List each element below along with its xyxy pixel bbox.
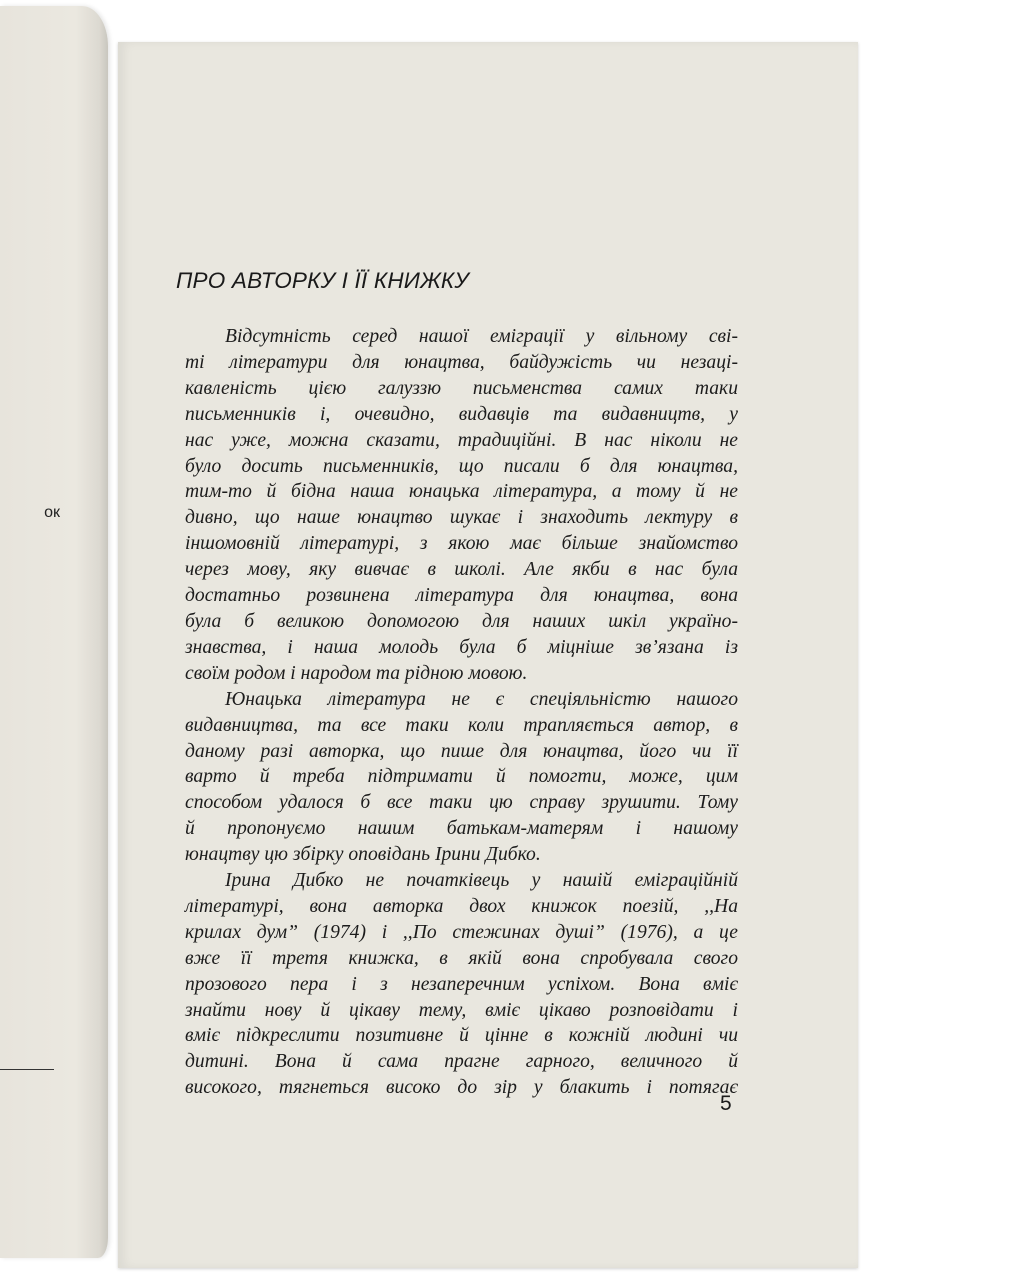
body-text: [185, 324, 738, 1101]
text-line: Відсутність серед нашої еміграції у вільному сві-: [225, 326, 738, 347]
text-line: достатньо розвинена література для юнацтва, вона: [185, 585, 738, 607]
text-line: знайти нову й цікаву тему, вміє цікаво розповідати і: [185, 999, 738, 1021]
text-line: дитині. Вона й сама прагне гарного, величного й: [185, 1051, 738, 1073]
left-page-fragment-text: ок: [44, 504, 60, 521]
text-line: літературі, вона авторка двох книжок поезій, ,,На: [185, 895, 738, 917]
text-line: вже її третя книжка, в якій вона спробувала свого: [185, 947, 738, 969]
text-line: прозового пера і з незаперечним успіхом. Вона вміє: [185, 973, 738, 995]
text-line: Ірина Дибко не початківець у нашій еміграційній: [225, 870, 738, 892]
text-line: ті літератури для юнацтва, байдужість чи незаці-: [185, 351, 738, 373]
text-line: нас уже, можна сказати, традиційні. В нас ніколи не: [185, 429, 738, 451]
text-line: способом удалося б все таки цю справу зрушити. Тому: [185, 792, 738, 814]
text-line: дивно, що наше юнацтво шукає і знаходить лектуру в: [185, 507, 738, 529]
text-line: була б великою допомогою для наших шкіл україно-: [185, 610, 738, 632]
left-page-rule: [0, 1069, 54, 1070]
text-line: юнацтву цю збірку оповідань Ірини Дибко.: [185, 844, 541, 866]
left-page: [0, 6, 108, 1258]
text-line: іншомовній літературі, з якою має більше знайомство: [185, 533, 738, 555]
text-line: видавництва, та все таки коли трапляється автор, в: [185, 714, 738, 736]
text-line: Юнацька література не є спеціяльністю нашого: [225, 688, 738, 710]
text-line: крилах дум” (1974) і ,,По стежинах душі” (1976), а це: [185, 921, 738, 943]
text-line: тим-то й бідна наша юнацька література, а тому й не: [185, 481, 738, 503]
text-line: й пропонуємо нашим батькам-матерям і нашому: [185, 818, 738, 840]
page-heading: ПРО АВТОРКУ І ЇЇ КНИЖКУ: [176, 268, 469, 293]
text-line: високого, тягнеться високо до зір у блакить і потягає: [185, 1077, 738, 1099]
text-line: варто й треба підтримати й помогти, може, цим: [185, 766, 738, 788]
text-line: кавленість цією галуззю письменства самих таки: [185, 377, 738, 399]
text-line: знавства, і наша молодь була б міцніше зв’язана із: [185, 636, 738, 658]
text-line: вміє підкреслити позитивне й цінне в кожній людині чи: [185, 1025, 738, 1047]
text-line: письменників і, очевидно, видавців та видавництв, у: [185, 403, 738, 425]
text-line: було досить письменників, що писали б для юнацтва,: [185, 455, 738, 477]
text-line: через мову, яку вивчає в школі. Але якби в нас була: [185, 559, 738, 581]
page-number: 5: [720, 1092, 732, 1115]
text-line: своїм родом і народом та рідною мовою.: [185, 662, 528, 684]
text-line: даному разі авторка, що пише для юнацтва, його чи її: [185, 740, 738, 762]
